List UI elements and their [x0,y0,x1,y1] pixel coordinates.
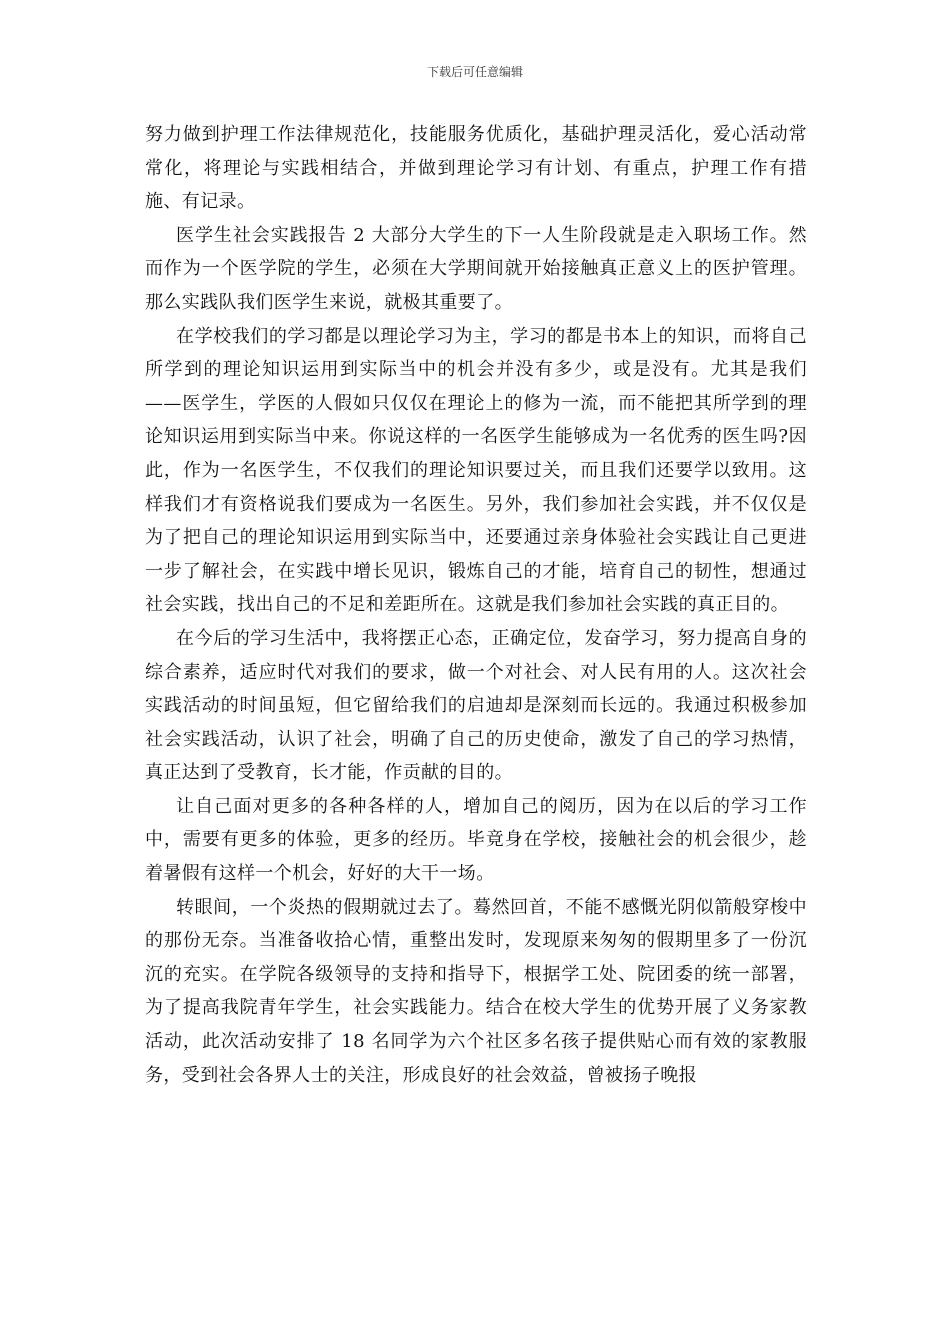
paragraph-future-study: 在今后的学习生活中，我将摆正心态，正确定位，发奋学习，努力提高自身的综合素养，适应时代对我们的要求，做一个对社会、对人民有用的人。这次社会实践活动的时间虽短，但它留给我们的启迪却是深刻而长远的。我通过积极参加社会实践活动，认识了社会，明确了自己的历史使命，激发了自己的学习热情，真正达到了受教育，长才能，作贡献的目的。 [145,627,807,784]
document-body [145,118,807,1092]
paragraph-report-intro: 医学生社会实践报告 2 大部分大学生的下一人生阶段就是走入职场工作。然而作为一个医学院的学生，必须在大学期间就开始接触真正意义上的医护管理。那么实践队我们医学生来说，就极其重要了。 [145,224,807,313]
paragraph-theory-practice: 在学校我们的学习都是以理论学习为主，学习的都是书本上的知识，而将自己所学到的理论知识运用到实际当中的机会并没有多少，或是没有。尤其是我们——医学生，学医的人假如只仅仅在理论上的修为一流，而不能把其所学到的理论知识运用到实际当中来。你说这样的一名医学生能够成为一名优秀的医生吗?因此，作为一名医学生，不仅我们的理论知识要过关，而且我们还要学以致用。这样我们才有资格说我们要成为一名医生。另外，我们参加社会实践，并不仅仅是为了把自己的理论知识运用到实际当中，还要通过亲身体验社会实践让自己更进一步了解社会，在实践中增长见识，锻炼自己的才能，培育自己的韧性，想通过社会实践，找出自己的不足和差距所在。这就是我们参加社会实践的真正目的。 [145,325,807,616]
paragraph-summer-tutoring: 转眼间，一个炎热的假期就过去了。蓦然回首，不能不感慨光阴似箭般穿梭中的那份无奈。当准备收拾心情，重整出发时，发现原来匆匆的假期里多了一份沉沉的充实。在学院各级领导的支持和指导下，根据学工处、院团委的统一部署，为了提高我院青年学生，社会实践能力。结合在校大学生的优势开展了义务家教活动，此次活动安排了 18 名同学为六个社区多名孩子提供贴心而有效的家教服务，受到社会各界人士的关注，形成良好的社会效益，曾被扬子晚报 [145,896,807,1086]
paragraph-continued: 努力做到护理工作法律规范化，技能服务优质化，基础护理灵活化，爱心活动常常化，将理论与实践相结合，并做到理论学习有计划、有重点，护理工作有措施、有记录。 [145,124,807,213]
page-header: 下载后可任意编辑 [426,65,523,79]
paragraph-experience: 让自己面对更多的各种各样的人，增加自己的阅历，因为在以后的学习工作中，需要有更多的体验，更多的经历。毕竟身在学校，接触社会的机会很少，趁着暑假有这样一个机会，好好的大干一场。 [145,795,807,885]
